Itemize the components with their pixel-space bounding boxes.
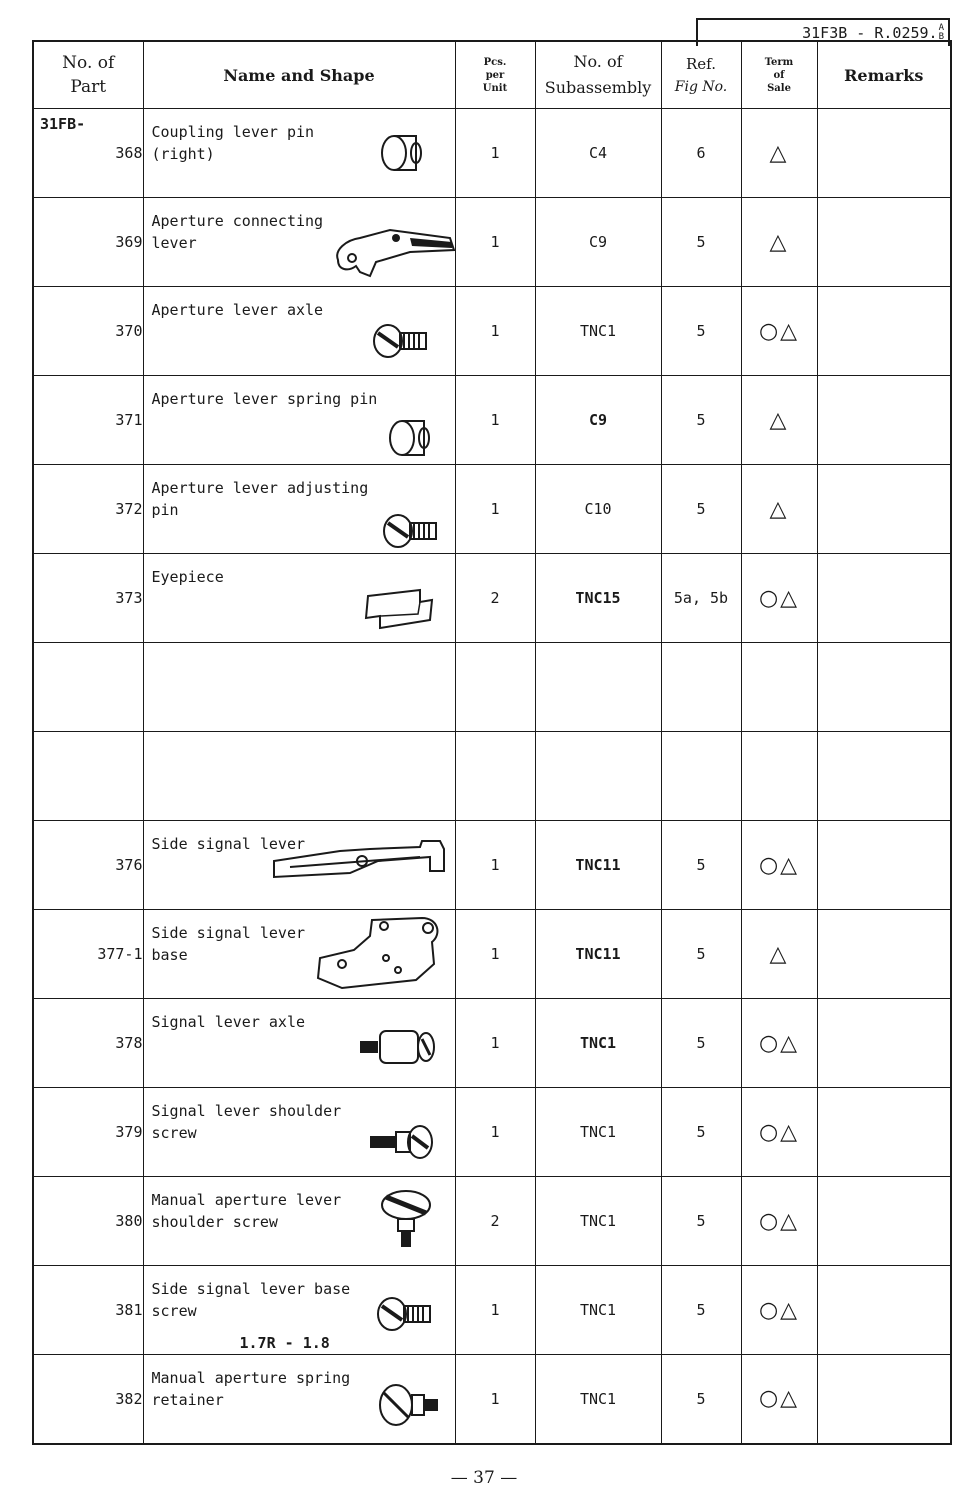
remarks-cell — [817, 554, 951, 643]
parts-table — [32, 40, 952, 1445]
remarks-cell — [817, 198, 951, 287]
name-shape-cell — [143, 999, 455, 1088]
table-row — [33, 287, 951, 376]
term-of-sale-cell — [741, 732, 817, 821]
remarks-cell — [817, 1266, 951, 1355]
table-row — [33, 1088, 951, 1177]
name-shape-cell — [143, 1088, 455, 1177]
name-shape-cell — [143, 1177, 455, 1266]
name-shape-cell — [143, 109, 455, 198]
pcs-per-unit-cell: 1 — [455, 1355, 535, 1444]
term-of-sale-cell — [741, 643, 817, 732]
term-of-sale-cell: △ — [741, 465, 817, 554]
pcs-per-unit-cell: 1 — [455, 999, 535, 1088]
remarks-cell — [817, 1177, 951, 1266]
part-number-cell — [33, 999, 143, 1088]
part-name: Signal lever axle — [151, 1013, 306, 1031]
term-of-sale-cell: ○△ — [741, 1088, 817, 1177]
subassembly-cell — [535, 732, 661, 821]
pcs-per-unit-cell: 1 — [455, 376, 535, 465]
part-number-cell — [33, 1177, 143, 1266]
remarks-cell — [817, 376, 951, 465]
remarks-cell — [817, 1088, 951, 1177]
subassembly-cell: C9 — [535, 376, 661, 465]
remarks-cell — [817, 910, 951, 999]
name-shape-cell — [143, 910, 455, 999]
term-of-sale-cell: ○△ — [741, 821, 817, 910]
ref-fig-cell — [661, 732, 741, 821]
header-part-no: No. of Part — [33, 41, 143, 109]
pcs-per-unit-cell — [455, 732, 535, 821]
pcs-per-unit-cell — [455, 643, 535, 732]
part-number: 380 — [115, 1212, 143, 1230]
table-row — [33, 821, 951, 910]
name-shape-cell — [143, 376, 455, 465]
remarks-cell — [817, 643, 951, 732]
part-name: Side signal lever — [151, 835, 306, 853]
part-name: Signal lever shoulder screw — [151, 1102, 342, 1142]
subassembly-cell: TNC1 — [535, 1266, 661, 1355]
part-name: Side signal lever base screw — [151, 1280, 351, 1320]
ref-fig-cell: 5 — [661, 1088, 741, 1177]
part-number: 379 — [115, 1123, 143, 1141]
table-row — [33, 643, 951, 732]
part-number: 369 — [115, 233, 143, 251]
header-remarks: Remarks — [817, 41, 951, 109]
part-name: Side signal lever base — [151, 924, 306, 964]
name-shape-cell — [143, 732, 455, 821]
ref-fig-cell: 5 — [661, 1266, 741, 1355]
part-name: Aperture lever adjusting pin — [151, 479, 369, 519]
subassembly-cell — [535, 643, 661, 732]
part-number-cell — [33, 821, 143, 910]
part-name: Manual aperture lever shoulder screw — [151, 1191, 342, 1231]
part-number-cell — [33, 910, 143, 999]
part-number: 382 — [115, 1389, 143, 1408]
header-term-of-sale: Term of Sale — [741, 41, 817, 109]
part-number: 377-1 — [97, 945, 143, 963]
table-row — [33, 198, 951, 287]
ref-fig-cell — [661, 643, 741, 732]
document-reference-fraction: A B — [938, 23, 944, 42]
name-shape-cell — [143, 198, 455, 287]
term-of-sale-cell: ○△ — [741, 1266, 817, 1355]
part-number-cell — [33, 554, 143, 643]
part-number: 371 — [115, 411, 143, 429]
subassembly-cell: TNC1 — [535, 999, 661, 1088]
table-row — [33, 1266, 951, 1355]
page-number: — 37 — — [450, 1468, 518, 1488]
name-shape-cell — [143, 821, 455, 910]
remarks-cell — [817, 999, 951, 1088]
part-number-cell — [33, 643, 143, 732]
part-number-cell — [33, 1355, 143, 1444]
part-number: 368 — [115, 144, 143, 162]
subassembly-cell: TNC1 — [535, 1177, 661, 1266]
pcs-per-unit-cell: 1 — [455, 465, 535, 554]
part-prefix: 31FB- — [40, 115, 86, 133]
table-row — [33, 910, 951, 999]
term-of-sale-cell: ○△ — [741, 554, 817, 643]
pcs-per-unit-cell: 1 — [455, 1266, 535, 1355]
name-shape-cell — [143, 643, 455, 732]
remarks-cell — [817, 465, 951, 554]
pcs-per-unit-cell: 1 — [455, 198, 535, 287]
ref-fig-cell: 5 — [661, 999, 741, 1088]
subassembly-cell: TNC11 — [535, 910, 661, 999]
name-shape-cell — [143, 1355, 455, 1444]
term-of-sale-cell: △ — [741, 910, 817, 999]
part-number-cell — [33, 376, 143, 465]
table-row — [33, 1177, 951, 1266]
ref-fig-cell: 5 — [661, 1177, 741, 1266]
part-number: 370 — [115, 322, 143, 340]
term-of-sale-cell: △ — [741, 198, 817, 287]
subassembly-cell: TNC1 — [535, 1355, 661, 1444]
table-row — [33, 732, 951, 821]
table-row — [33, 554, 951, 643]
pcs-per-unit-cell: 1 — [455, 910, 535, 999]
part-number-cell — [33, 465, 143, 554]
remarks-cell — [817, 1355, 951, 1444]
subassembly-cell: TNC1 — [535, 287, 661, 376]
part-number-cell — [33, 109, 143, 198]
header-subassembly: No. of Subassembly — [535, 41, 661, 109]
name-shape-cell — [143, 465, 455, 554]
table-row — [33, 999, 951, 1088]
subassembly-cell: TNC15 — [535, 554, 661, 643]
part-number: 372 — [115, 500, 143, 518]
term-of-sale-cell: △ — [741, 376, 817, 465]
ref-fig-cell: 5 — [661, 287, 741, 376]
remarks-cell — [817, 109, 951, 198]
subassembly-cell: TNC1 — [535, 1088, 661, 1177]
name-shape-cell — [143, 1266, 455, 1355]
part-number-cell — [33, 1266, 143, 1355]
term-of-sale-cell: ○△ — [741, 287, 817, 376]
remarks-cell — [817, 732, 951, 821]
header-name-shape: Name and Shape — [143, 41, 455, 109]
ref-fig-cell: 5a, 5b — [661, 554, 741, 643]
part-number: 381 — [115, 1301, 143, 1319]
part-name: Coupling lever pin (right) — [151, 123, 315, 163]
part-number: 376 — [115, 856, 143, 874]
header-row — [33, 41, 951, 109]
part-number-cell — [33, 287, 143, 376]
pcs-per-unit-cell: 1 — [455, 821, 535, 910]
part-name: Manual aperture spring retainer — [151, 1369, 351, 1409]
table-row — [33, 465, 951, 554]
header-pcs-per-unit: Pcs. per Unit — [455, 41, 535, 109]
header-ref-fig: Ref. Fig No. — [661, 41, 741, 109]
ref-fig-cell: 5 — [661, 821, 741, 910]
ref-fig-cell: 6 — [661, 109, 741, 198]
part-name: Aperture lever axle — [151, 301, 324, 319]
part-name: Eyepiece — [151, 568, 224, 586]
subassembly-cell: C4 — [535, 109, 661, 198]
table-row — [33, 1355, 951, 1444]
subassembly-cell: C10 — [535, 465, 661, 554]
subassembly-cell: TNC11 — [535, 821, 661, 910]
remarks-cell — [817, 287, 951, 376]
name-shape-cell — [143, 287, 455, 376]
ref-fig-cell: 5 — [661, 1355, 741, 1444]
part-name: Aperture lever spring pin — [151, 390, 378, 408]
term-of-sale-cell: ○△ — [741, 1355, 817, 1444]
part-number: 373 — [115, 589, 143, 607]
pcs-per-unit-cell: 2 — [455, 1177, 535, 1266]
table-row — [33, 109, 951, 198]
pcs-per-unit-cell: 1 — [455, 287, 535, 376]
part-number-cell — [33, 198, 143, 287]
ref-fig-cell: 5 — [661, 465, 741, 554]
part-number-cell — [33, 1088, 143, 1177]
subassembly-cell: C9 — [535, 198, 661, 287]
table-row — [33, 376, 951, 465]
part-number: 378 — [115, 1034, 143, 1052]
pcs-per-unit-cell: 1 — [455, 109, 535, 198]
part-number-cell — [33, 732, 143, 821]
term-of-sale-cell: ○△ — [741, 999, 817, 1088]
pcs-per-unit-cell: 2 — [455, 554, 535, 643]
term-of-sale-cell: △ — [741, 109, 817, 198]
part-note: 1.7R - 1.8 — [239, 1334, 330, 1352]
document-reference-main: 31F3B - R.0259. — [802, 24, 938, 42]
remarks-cell — [817, 821, 951, 910]
ref-fig-cell: 5 — [661, 198, 741, 287]
ref-fig-cell: 5 — [661, 376, 741, 465]
part-name: Aperture connecting lever — [151, 212, 324, 252]
pcs-per-unit-cell: 1 — [455, 1088, 535, 1177]
term-of-sale-cell: ○△ — [741, 1177, 817, 1266]
ref-fig-cell: 5 — [661, 910, 741, 999]
name-shape-cell — [143, 554, 455, 643]
